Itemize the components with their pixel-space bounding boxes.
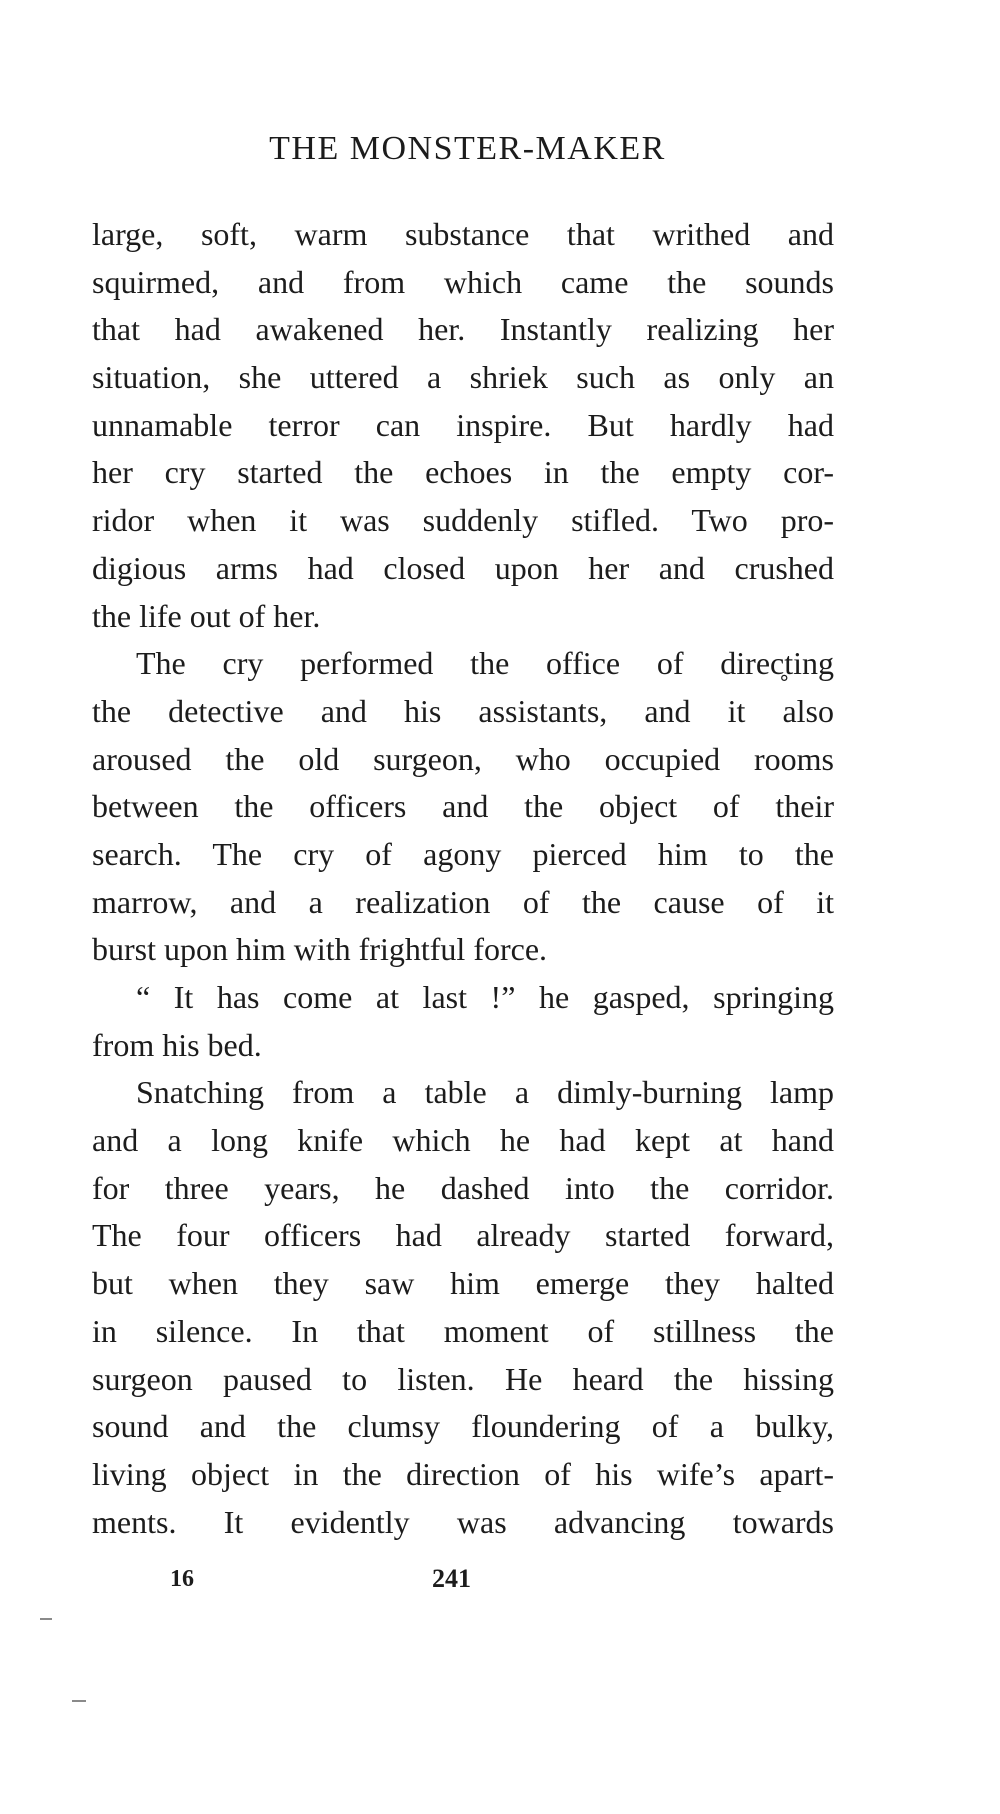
scan-speck	[40, 1618, 52, 1620]
signature-mark: 16	[170, 1566, 194, 1592]
page-number: 241	[432, 1564, 471, 1593]
text-line: situation, she uttered a shriek such as only an	[92, 359, 834, 396]
text-line: ridor when it was suddenly stifled. Two pro-	[92, 502, 834, 539]
text-line: large, soft, warm substance that writhed and	[92, 216, 834, 252]
text-line: for three years, he dashed into the corridor.	[92, 1169, 834, 1206]
scan-speck	[72, 1700, 86, 1702]
paragraph-first-line: “ It has come at last !” he gasped, springing	[136, 979, 834, 1015]
text-line: aroused the old surgeon, who occupied rooms	[92, 740, 834, 777]
paragraph-first-line: Snatching from a table a dimly-burning lamp	[136, 1074, 834, 1111]
text-line: surgeon paused to listen. He heard the hissing	[92, 1360, 834, 1397]
paragraph-first-line: The cry performed the office of direc̥ting	[136, 645, 834, 682]
text-line: living object in the direction of his wife’s apart-	[92, 1455, 834, 1492]
text-line: from his bed.	[92, 1026, 262, 1063]
text-line: The four officers had already started forward,	[92, 1217, 834, 1254]
running-head: THE MONSTER-MAKER	[269, 130, 666, 167]
text-line: the life out of her.	[92, 597, 321, 634]
text-line: and a long knife which he had kept at hand	[92, 1122, 834, 1159]
text-line: marrow, and a realization of the cause of it	[92, 883, 834, 920]
text-line: in silence. In that moment of stillness the	[92, 1312, 834, 1349]
text-line: but when they saw him emerge they halted	[92, 1265, 834, 1302]
text-line: search. The cry of agony pierced him to the	[92, 835, 834, 872]
text-line: her cry started the echoes in the empty cor-	[92, 454, 834, 491]
text-line: between the officers and the object of their	[92, 788, 834, 825]
text-line: burst upon him with frightful force.	[92, 931, 548, 968]
body-text	[92, 211, 834, 1546]
text-line: sound and the clumsy floundering of a bulky,	[92, 1408, 834, 1445]
text-line: ments. It evidently was advancing towards	[92, 1503, 834, 1540]
text-line: unnamable terror can inspire. But hardly had	[92, 406, 834, 443]
text-line: digious arms had closed upon her and crushed	[92, 549, 834, 586]
text-line: that had awakened her. Instantly realizing her	[92, 311, 834, 348]
text-line: squirmed, and from which came the sounds	[92, 263, 834, 300]
text-line: the detective and his assistants, and it also	[92, 692, 834, 729]
